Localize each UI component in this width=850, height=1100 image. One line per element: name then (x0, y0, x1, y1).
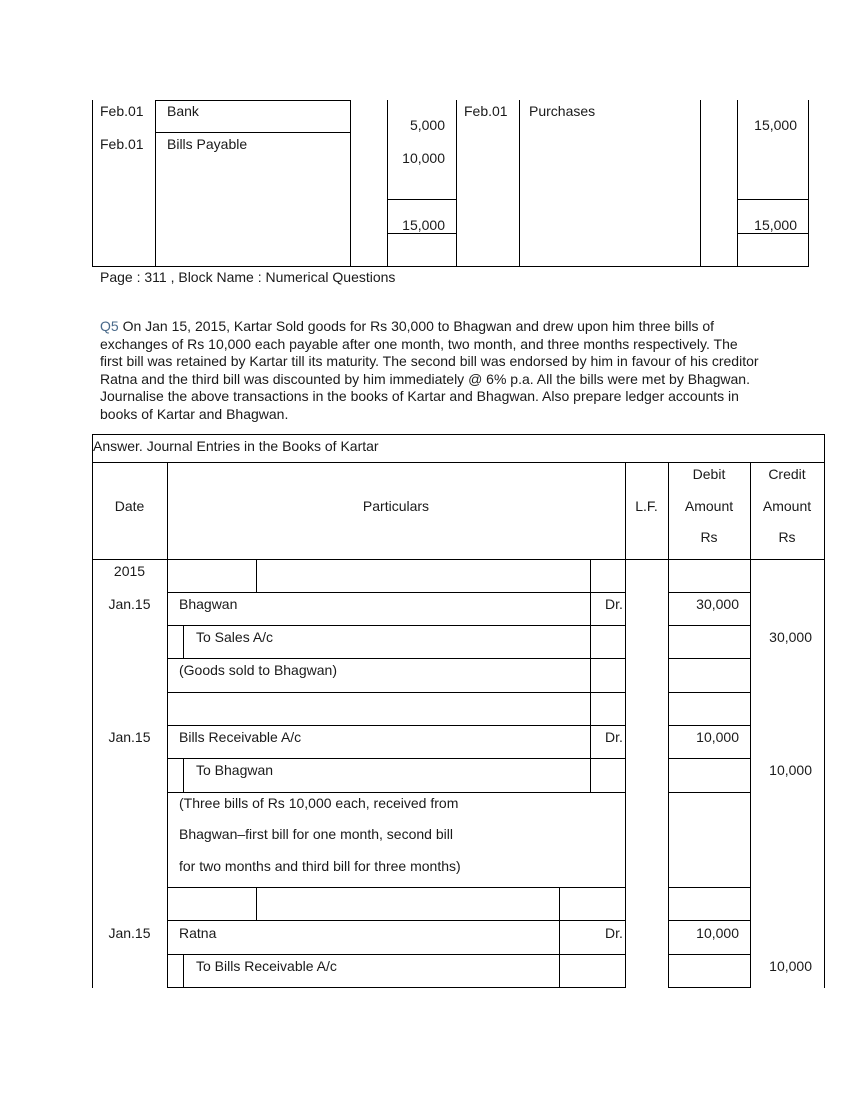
header-debit-line: Amount (684, 498, 734, 514)
entry-debit-amount: 30,000 (696, 596, 739, 612)
entry-dr-label: Dr. (605, 729, 623, 745)
question-text: On Jan 15, 2015, Kartar Sold goods for Rs 30,000 to Bhagwan and drew upon him three bills of exchanges of Rs 10,000 each payable after one month, two month, and three months respectively. The first bill was retained by Kartar till its maturity. The second bill was endorsed by him in favour of his creditor Ratna and the third bill was discounted by him immediately @ 6% p.a. All the bills were met by Bhagwan. Journalise the above transactions in the books of Kartar and Bhagwan. Also prepare ledger accounts in books of Kartar and Bhagwan. (100, 318, 759, 422)
header-debit-line: Debit (692, 466, 726, 482)
ledger-left-date: Feb.01 (100, 103, 144, 119)
entry-credit-amount: 10,000 (769, 958, 812, 974)
entry-narration: for two months and third bill for three months) (179, 858, 461, 874)
ledger-left-particulars: Bills Payable (167, 136, 248, 152)
entry-date: Jan.15 (108, 596, 151, 612)
ledger-right-date: Feb.01 (464, 103, 508, 119)
header-lf: L.F. (635, 498, 658, 514)
entry-credit-account: To Bills Receivable A/c (196, 958, 337, 974)
entry-narration: Bhagwan–first bill for one month, second bill (179, 826, 453, 842)
entry-date: Jan.15 (108, 729, 151, 745)
header-credit-line: Amount (762, 498, 812, 514)
ledger-right-particulars: Purchases (529, 103, 596, 119)
entry-narration: (Goods sold to Bhagwan) (179, 662, 337, 678)
entry-debit-amount: 10,000 (696, 925, 739, 941)
header-credit-line: Credit (768, 466, 806, 482)
header-particulars: Particulars (362, 498, 430, 514)
journal-caption: Answer. Journal Entries in the Books of Kartar (93, 438, 379, 454)
ledger-left-date: Feb.01 (100, 136, 144, 152)
header-debit-line: Rs (700, 529, 718, 545)
entry-dr-label: Dr. (605, 925, 623, 941)
entry-date: Jan.15 (108, 925, 151, 941)
ledger-left-amount: 10,000 (402, 150, 445, 166)
entry-debit-account: Bhagwan (179, 596, 238, 612)
ledger-right-total: 15,000 (754, 217, 797, 233)
entry-debit-account: Bills Receivable A/c (179, 729, 302, 745)
ledger-left-amount: 5,000 (409, 117, 445, 133)
entry-dr-label: Dr. (605, 596, 623, 612)
question-number: Q5 (100, 318, 119, 334)
ledger-left-total: 15,000 (402, 217, 445, 233)
journal-year: 2015 (113, 563, 146, 579)
entry-debit-account: Ratna (179, 925, 217, 941)
header-credit-line: Rs (778, 529, 796, 545)
entry-credit-amount: 30,000 (769, 629, 812, 645)
ledger-left-particulars: Bank (167, 103, 199, 119)
entry-credit-account: To Bhagwan (196, 762, 274, 778)
question-paragraph (100, 318, 760, 423)
entry-credit-amount: 10,000 (769, 762, 812, 778)
page-info: Page : 311 , Block Name : Numerical Questions (100, 269, 396, 285)
ledger-right-amount: 15,000 (754, 117, 797, 133)
entry-credit-account: To Sales A/c (196, 629, 274, 645)
entry-debit-amount: 10,000 (696, 729, 739, 745)
entry-narration: (Three bills of Rs 10,000 each, received from (179, 795, 459, 811)
header-date: Date (114, 498, 145, 514)
